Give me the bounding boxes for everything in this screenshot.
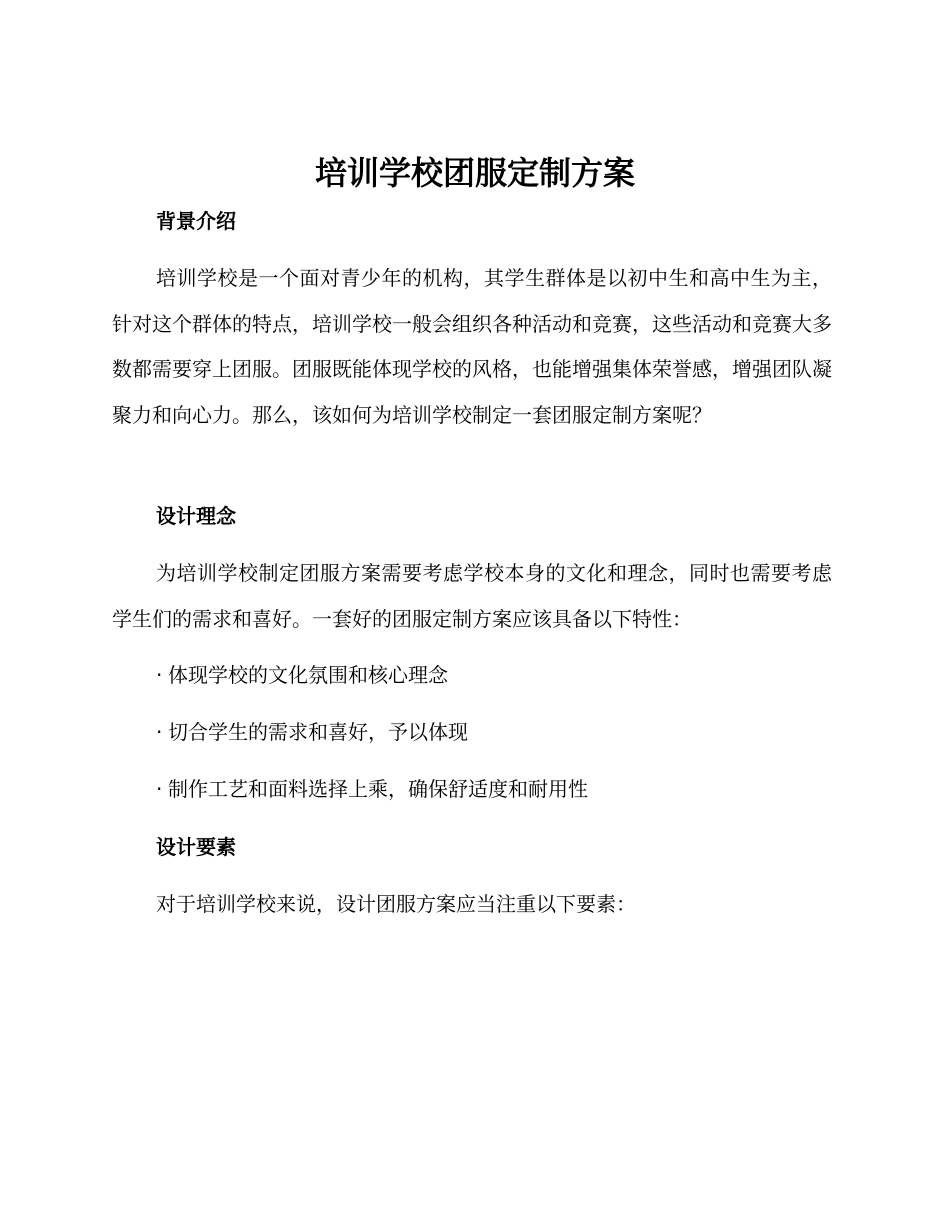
bullet-item bbox=[156, 718, 468, 746]
bullet-text: 体现学校的文化氛围和核心理念 bbox=[168, 663, 448, 687]
bullet-item bbox=[156, 661, 448, 689]
paragraph-design-elements: 对于培训学校来说，设计团服方案应当注重以下要素： bbox=[156, 892, 636, 916]
bullet-item bbox=[156, 775, 588, 803]
paragraph-background: 培训学校是一个面对青少年的机构，其学生群体是以初中生和高中生为主，针对这个群体的特点，培训学校一般会组织各种活动和竞赛，这些活动和竞赛大多数都需要穿上团服。团服既能体现学校的风格，也能增强集体荣誉感，增强团队凝聚力和向心力。那么，该如何为培训学校制定一套团服定制方案呢？ bbox=[112, 266, 832, 427]
bullet-marker: · bbox=[156, 777, 163, 801]
paragraph-design-concept: 为培训学校制定团服方案需要考虑学校本身的文化和理念，同时也需要考虑学生们的需求和喜好。一套好的团服定制方案应该具备以下特性： bbox=[112, 561, 832, 631]
bullet-text: 制作工艺和面料选择上乘，确保舒适度和耐用性 bbox=[168, 777, 588, 801]
bullet-marker: · bbox=[156, 720, 163, 744]
bullet-text: 切合学生的需求和喜好，予以体现 bbox=[168, 720, 468, 744]
section-heading-design-elements: 设计要素 bbox=[156, 835, 236, 859]
section-heading-background: 背景介绍 bbox=[156, 209, 236, 233]
bullet-marker: · bbox=[156, 663, 163, 687]
section-heading-design-concept: 设计理念 bbox=[156, 504, 236, 528]
document-title: 培训学校团服定制方案 bbox=[314, 154, 635, 192]
